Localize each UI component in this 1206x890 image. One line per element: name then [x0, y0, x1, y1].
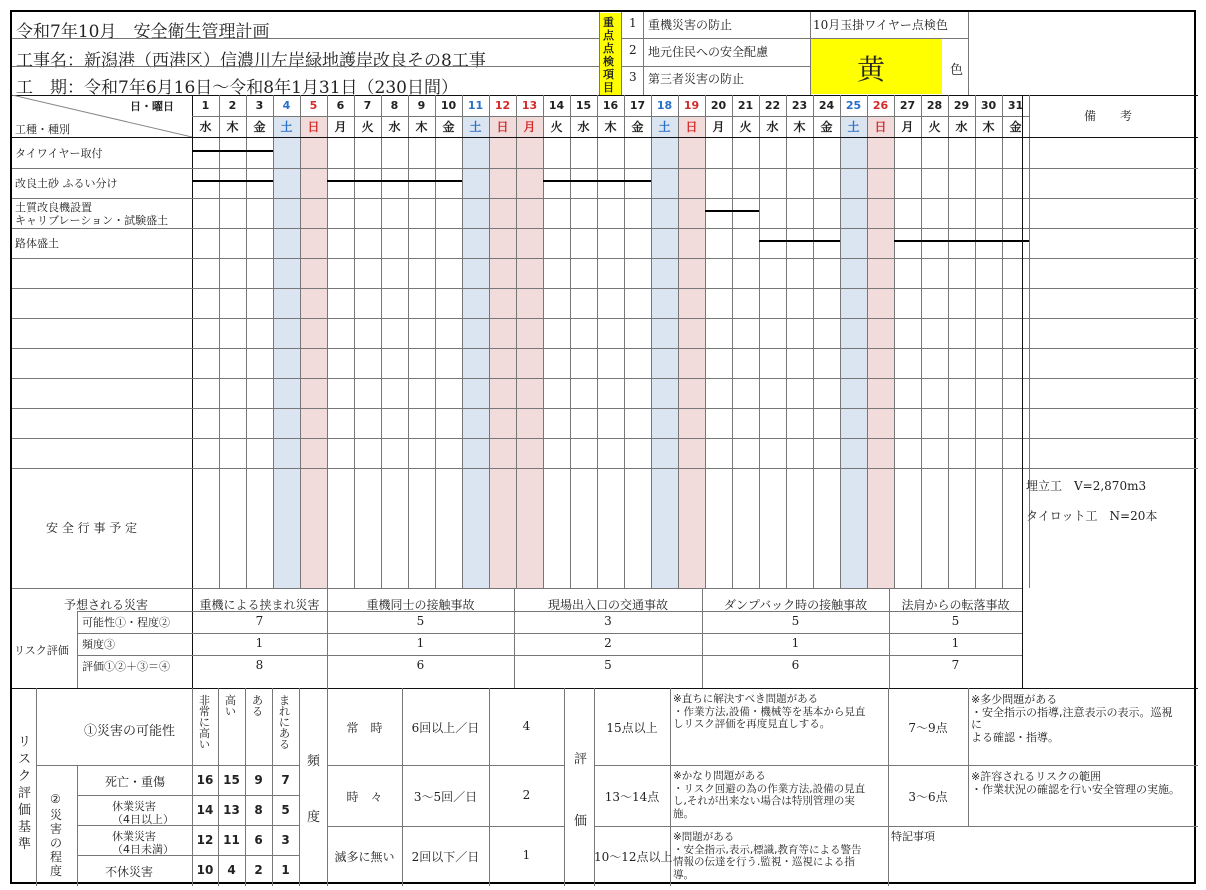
task-row-rule [12, 378, 1198, 379]
eval-row-rule [594, 826, 888, 827]
freq-row-rule [327, 826, 564, 827]
freq-score: 1 [522, 848, 531, 862]
freq-score: 4 [522, 718, 531, 733]
freq-count: 3～5回／日 [413, 789, 478, 804]
task-row-rule [12, 468, 1198, 469]
focus-label-char: 項 [603, 68, 614, 81]
day-weekday: 火 [550, 120, 563, 134]
degree-row-label: （4日以上） [112, 813, 174, 826]
day-weekday: 金 [631, 120, 644, 134]
possibility-col-char: い [199, 738, 210, 751]
day-weekday: 日 [685, 120, 698, 134]
day-weekday: 水 [199, 120, 212, 134]
criteria-side-char: リ [18, 735, 32, 750]
day-weekday: 日 [307, 120, 320, 134]
day-number: 9 [417, 99, 426, 112]
degree-value: 12 [196, 833, 214, 847]
criteria-side-divider [36, 688, 37, 886]
saturday-column [273, 117, 300, 588]
saturday-column [651, 117, 678, 588]
inspection-color-value: 黄 [857, 53, 886, 86]
corner-work-label: 工種・種別 [15, 123, 70, 136]
freq-col [402, 688, 403, 886]
degree-value: 8 [254, 803, 263, 817]
remark-text: タイロット工 N=20本 [1026, 509, 1158, 523]
saturday-column [840, 117, 867, 588]
construction-period: 工 期：令和7年6月16日～令和8年1月31日（230日間） [16, 78, 458, 98]
possibility-col-char: 高 [225, 694, 236, 707]
degree-value: 14 [196, 803, 214, 817]
day-number: 23 [791, 99, 808, 112]
focus-item-number: 1 [629, 16, 637, 30]
day-number: 29 [953, 99, 970, 112]
day-weekday: 月 [901, 120, 914, 134]
risk-value: 1 [255, 636, 264, 650]
focus-item-text: 第三者災害の防止 [648, 72, 745, 86]
possibility-col-char: る [279, 738, 290, 751]
focus-item-text: 重機災害の防止 [648, 18, 733, 32]
degree-value: 5 [281, 803, 290, 817]
freq-name: 時 々 [346, 789, 383, 804]
eval-desc: しリスク評価を再度見直しする。 [673, 718, 831, 730]
focus-label-char: 点 [603, 42, 614, 55]
day-weekday: 火 [739, 120, 752, 134]
degree-value: 10 [196, 863, 214, 877]
header-bottom-rule [12, 137, 1198, 138]
remark-text: 埋立工 V=2,870m3 [1026, 479, 1147, 493]
day-number: 5 [309, 99, 318, 112]
possibility-col-rule [218, 688, 219, 886]
inspection-color-suffix: 色 [950, 63, 964, 78]
day-number: 18 [656, 99, 673, 112]
focus-item-number: 3 [629, 70, 637, 84]
focus-label-char: 重 [603, 16, 614, 29]
freq-count: 2回以下／日 [411, 850, 480, 864]
day-weekday: 日 [874, 120, 887, 134]
day-weekday: 金 [1009, 120, 1022, 134]
day-number: 6 [336, 99, 345, 112]
task-row-rule [12, 198, 1198, 199]
possibility-col-rule [299, 688, 300, 886]
schedule-bar [894, 240, 1029, 242]
possibility-col-char: 高 [199, 727, 210, 740]
degree-value: 9 [254, 773, 263, 787]
task-row-rule [12, 408, 1198, 409]
day-number: 8 [390, 99, 399, 112]
risk-value: 5 [604, 658, 612, 672]
degree-label-char: 程 [50, 850, 63, 864]
day-number: 3 [255, 99, 264, 112]
day-weekday: 土 [658, 120, 671, 134]
degree-label-char: ② [50, 792, 61, 806]
hazard-name: 重機による挟まれ災害 [199, 598, 320, 612]
focus-rule [621, 38, 810, 39]
right-desc: ※多少問題がある [971, 693, 1058, 706]
risk-value: 7 [255, 614, 264, 628]
day-weekday: 火 [361, 120, 374, 134]
degree-row-label: 死亡・重傷 [105, 775, 166, 789]
risk-value: 1 [416, 636, 425, 650]
criteria-side-char: 基 [18, 820, 32, 835]
holiday-column [516, 117, 543, 588]
day-number: 12 [494, 99, 511, 112]
header-rule-1 [12, 38, 600, 39]
day-weekday: 金 [820, 120, 833, 134]
degree-row-rule [77, 825, 299, 826]
task-name: 路体盛土 [15, 237, 59, 250]
focus-label-char: 点 [603, 29, 614, 42]
task-row-rule [12, 288, 1198, 289]
risk-row-rule [77, 655, 1022, 656]
possibility-col-char: に [279, 716, 290, 729]
degree-value: 16 [196, 773, 214, 787]
right-row-rule [888, 826, 1198, 827]
task-row-rule [12, 438, 1198, 439]
degree-value: 1 [281, 863, 290, 877]
day-weekday: 日 [496, 120, 509, 134]
task-row-rule [12, 168, 1198, 169]
degree-label-char: の [50, 836, 63, 850]
hazard-name: 現場出入口の交通事故 [547, 598, 668, 612]
day-number: 13 [521, 99, 538, 112]
day-weekday: 水 [577, 120, 590, 134]
risk-value: 5 [416, 614, 425, 628]
day-weekday: 木 [793, 120, 806, 134]
risk-row-label: 頻度③ [82, 638, 115, 651]
eval-desc: ・安全指示,表示,標識,教育等による警告 [673, 843, 862, 856]
header-rule-2 [12, 66, 600, 67]
degree-row-rule [77, 795, 299, 796]
task-name: 改良土砂 ふるい分け [15, 177, 118, 190]
day-weekday: 金 [442, 120, 455, 134]
day-number: 22 [764, 99, 781, 112]
risk-value: 7 [951, 658, 960, 672]
eval-label-char: 評 [574, 752, 588, 767]
freq-label-char: 度 [307, 810, 321, 825]
degree-row-label: 不休災害 [105, 865, 154, 879]
eval-range: 13～14点 [604, 789, 660, 804]
focus-rule [621, 66, 810, 67]
risk-row-label: 評価①②＋③＝④ [82, 660, 170, 673]
inspection-right-edge [968, 12, 969, 95]
eval-desc: ※問題がある [673, 831, 735, 843]
freq-col [489, 688, 490, 886]
focus-divider [621, 12, 622, 95]
degree-row-label: （4日未満） [112, 843, 174, 856]
possibility-col-char: ま [279, 694, 290, 707]
corner-day-label: 日・曜日 [130, 100, 174, 113]
possibility-header: ①災害の可能性 [84, 724, 176, 739]
risk-value: 5 [951, 614, 960, 628]
criteria-side-char: 準 [18, 837, 32, 852]
possibility-col-char: あ [279, 727, 290, 740]
holiday-column [678, 117, 705, 588]
freq-name: 常 時 [346, 720, 383, 735]
risk-label: リスク評価 [14, 644, 69, 657]
degree-value: 7 [281, 773, 290, 787]
freq-col [564, 688, 565, 886]
hazard-header: 予想される災害 [64, 598, 149, 612]
schedule-bar [192, 150, 273, 152]
criteria-col [192, 688, 193, 886]
focus-divider [599, 12, 600, 95]
risk-row-label: 可能性①・程度② [82, 616, 170, 629]
possibility-col-char: る [252, 705, 263, 718]
right-range: 7～9点 [908, 720, 948, 735]
degree-value: 11 [223, 833, 240, 847]
criteria-side-char: ク [18, 769, 32, 784]
degree-top-rule [36, 765, 299, 766]
day-weekday: 木 [226, 120, 239, 134]
possibility-col-char: 非 [199, 694, 210, 707]
risk-top-rule [12, 588, 1022, 589]
degree-label-char: 害 [50, 822, 63, 836]
eval-range: 10～12点以上 [594, 850, 673, 864]
day-number: 30 [980, 99, 997, 112]
degree-value: 2 [254, 863, 263, 877]
criteria-top-rule [12, 688, 1198, 689]
schedule-bar [543, 180, 651, 182]
day-number: 25 [845, 99, 862, 112]
possibility-col-rule [272, 688, 273, 886]
freq-label-char: 頻 [307, 754, 321, 769]
schedule-bar [192, 180, 273, 182]
eval-desc: 施。 [673, 807, 694, 820]
freq-count: 6回以上／日 [411, 720, 480, 735]
day-weekday: 土 [469, 120, 482, 134]
degree-value: 4 [227, 863, 236, 877]
day-number: 11 [467, 99, 484, 112]
risk-divider [77, 611, 78, 689]
day-weekday: 土 [280, 120, 293, 134]
degree-value: 6 [254, 833, 263, 847]
task-row-rule [12, 258, 1198, 259]
day-number: 27 [899, 99, 916, 112]
eval-desc: ・作業方法,設備・機械等を基本から見直 [673, 705, 866, 718]
eval-row-rule [594, 765, 888, 766]
day-number: 2 [228, 99, 237, 112]
day-number: 4 [282, 99, 291, 112]
day-weekday: 月 [712, 120, 725, 134]
remarks-column-edge [1022, 95, 1023, 689]
right-desc: に [971, 718, 982, 731]
freq-name: 滅多に無い [334, 850, 395, 864]
right-col [968, 688, 969, 826]
possibility-col-char: あ [252, 694, 263, 707]
right-desc: ・安全指示の指導,注意表示の表示。巡視 [971, 705, 1173, 719]
possibility-col-char: い [225, 705, 236, 718]
risk-value: 5 [791, 614, 800, 628]
day-number: 19 [683, 99, 700, 112]
schedule-bar [327, 180, 462, 182]
risk-value: 3 [604, 614, 612, 628]
risk-value: 1 [791, 636, 800, 650]
day-number: 24 [818, 99, 835, 112]
risk-value: 2 [604, 636, 612, 650]
day-number: 14 [548, 99, 565, 112]
day-weekday: 火 [928, 120, 941, 134]
schedule-bar [705, 210, 759, 212]
safety-events-label: 安 全 行 事 予 定 [46, 521, 138, 535]
special-notes-label: 特記事項 [891, 830, 935, 843]
eval-range: 15点以上 [606, 720, 658, 735]
day-number: 26 [872, 99, 889, 112]
day-weekday: 月 [334, 120, 347, 134]
eval-desc: し,それが出来ない場合は特別管理の実 [673, 795, 855, 807]
day-weekday: 水 [955, 120, 968, 134]
risk-value: 6 [791, 658, 800, 672]
focus-label-char: 目 [603, 81, 614, 94]
task-row-rule [12, 348, 1198, 349]
degree-label-char: 災 [50, 808, 63, 822]
risk-rule [77, 611, 1022, 612]
freq-score: 2 [522, 787, 531, 802]
focus-item-number: 2 [629, 43, 637, 57]
day-number: 16 [602, 99, 619, 112]
criteria-side-char: 評 [18, 786, 32, 801]
day-weekday: 水 [388, 120, 401, 134]
risk-value: 1 [951, 636, 960, 650]
degree-value: 3 [281, 833, 290, 847]
day-number: 17 [629, 99, 646, 112]
day-weekday: 土 [847, 120, 860, 134]
eval-desc: 情報の伝達を行う.監視・巡視による指 [673, 856, 855, 868]
degree-value: 13 [223, 803, 240, 817]
day-number: 15 [575, 99, 592, 112]
day-number: 1 [201, 99, 210, 112]
remarks-header: 備 考 [1084, 109, 1133, 123]
degree-row-label: 休業災害 [112, 800, 156, 813]
criteria-side-char: 価 [18, 803, 32, 818]
task-name: タイワイヤー取付 [15, 147, 103, 160]
possibility-col-char: れ [279, 705, 290, 718]
hazard-name: 法肩からの転落事故 [901, 598, 1010, 612]
day-weekday: 月 [523, 120, 536, 134]
task-row-rule [12, 318, 1198, 319]
day-number: 21 [737, 99, 754, 112]
holiday-column [867, 117, 894, 588]
risk-value: 8 [255, 658, 264, 672]
day-weekday: 木 [982, 120, 995, 134]
eval-desc: ※直ちに解決すべき問題がある [673, 693, 819, 705]
day-number: 20 [710, 99, 727, 112]
day-weekday: 木 [604, 120, 617, 134]
task-row-rule [12, 228, 1198, 229]
day-number: 7 [363, 99, 372, 112]
focus-label-char: 検 [603, 55, 614, 68]
right-desc: ・作業状況の確認を行い安全管理の実施。 [971, 782, 1180, 796]
degree-row-label: 休業災害 [112, 830, 156, 843]
holiday-column [489, 117, 516, 588]
schedule-bar [759, 240, 840, 242]
day-weekday: 水 [766, 120, 779, 134]
eval-desc: ※かなり問題がある [673, 770, 766, 782]
saturday-column [462, 117, 489, 588]
criteria-side-char: ス [18, 752, 32, 767]
day-weekday: 金 [253, 120, 266, 134]
risk-value: 6 [416, 658, 425, 672]
task-name: キャリブレーション・試験盛土 [15, 214, 169, 227]
day-number: 10 [440, 99, 457, 112]
hazard-name: ダンプバック時の接触事故 [723, 598, 868, 612]
day-number: 28 [926, 99, 943, 112]
right-row-rule [888, 765, 1198, 766]
degree-row-rule [77, 855, 299, 856]
eval-label-char: 価 [574, 814, 588, 829]
inspection-label: 10月玉掛ワイヤー点検色 [813, 18, 948, 32]
page-title: 令和7年10月 安全衛生管理計画 [16, 22, 270, 42]
day-number: 31 [1007, 99, 1024, 112]
freq-row-rule [327, 765, 564, 766]
day-weekday: 木 [415, 120, 428, 134]
task-name: 土質改良機設置 [15, 201, 92, 214]
hazard-name: 重機同士の接触事故 [366, 598, 475, 612]
right-desc: ※許容されるリスクの範囲 [971, 770, 1101, 783]
risk-row-rule [77, 633, 1022, 634]
eval-desc: 導。 [673, 868, 694, 881]
eval-desc: ・リスク回避の為の作業方法,設備の見直 [673, 782, 866, 795]
degree-label-char: 度 [50, 864, 63, 878]
right-desc: よる確認・指導。 [971, 730, 1059, 744]
safety-plan-sheet [10, 10, 1196, 884]
project-name: 工事名：新潟港（西港区）信濃川左岸緑地護岸改良その8工事 [16, 51, 486, 71]
holiday-column [300, 117, 327, 588]
possibility-col-char: 常 [199, 705, 210, 718]
possibility-col-rule [245, 688, 246, 886]
focus-divider [643, 12, 644, 95]
focus-item-text: 地元住民への安全配慮 [648, 45, 769, 59]
degree-value: 15 [223, 773, 240, 787]
right-range: 3～6点 [908, 789, 948, 804]
possibility-col-char: に [199, 716, 210, 729]
